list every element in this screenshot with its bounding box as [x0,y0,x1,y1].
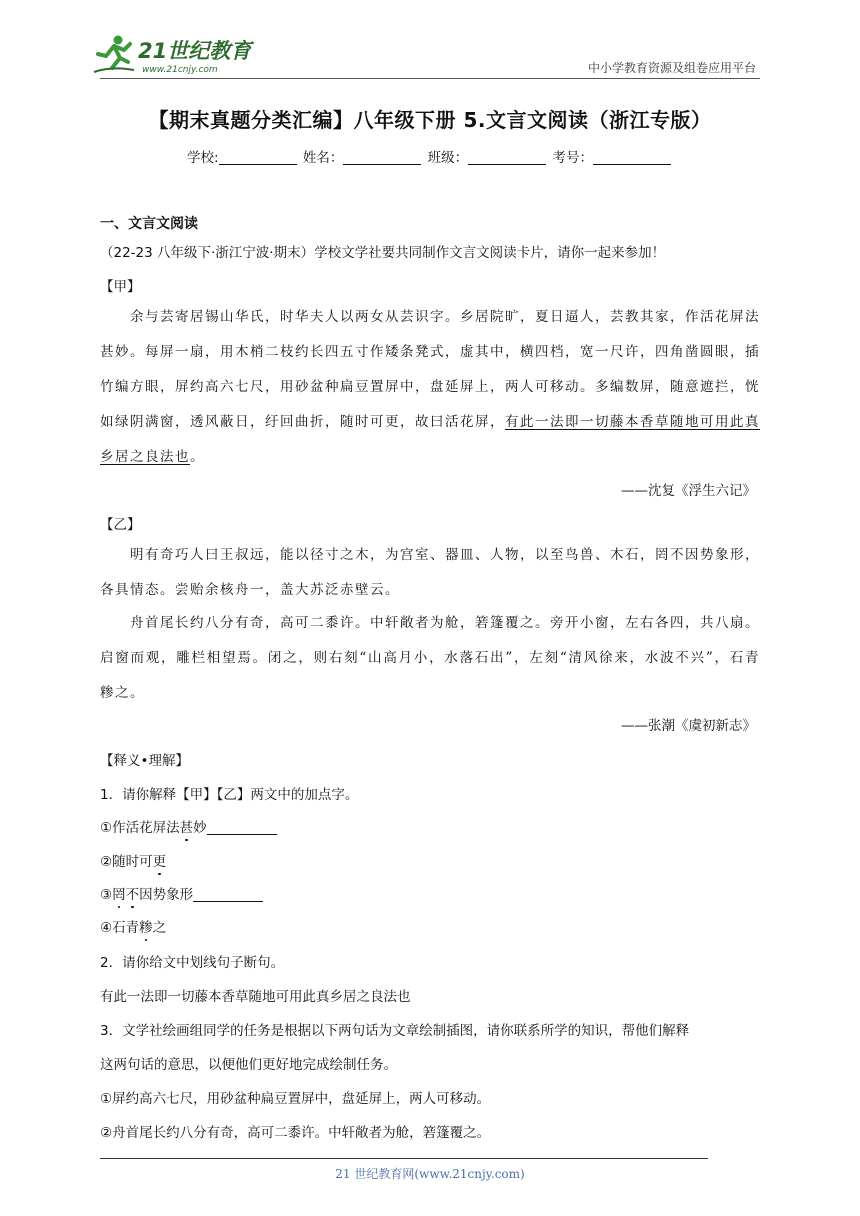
class-field[interactable] [468,150,546,165]
header-divider [100,78,760,79]
question-3-stem-line2: 这两句话的意思，以便他们更好地完成绘制任务。 [100,1057,397,1073]
passage-jia-source: ——沈复《浮生六记》 [621,483,756,499]
questions-heading: 【释义•理解】 [100,753,189,769]
passage-yi-label: 【乙】 [100,517,141,533]
question-1-item-2: ②随时可更 [100,854,167,870]
passage-yi-source: ——张潮《虞初新志》 [621,718,756,734]
dotted-char: 更 [152,854,167,870]
name-label: 姓名： [302,150,344,166]
logo-url: www.21cnjy.com [142,65,218,75]
question-2-sentence: 有此一法即一切藤本香草随地可用此真乡居之良法也 [100,989,411,1005]
page-header [0,0,860,82]
passage-jia: 余与芸寄居锡山华氏，时华夫人以两女从芸识字。乡居院旷，夏日逼人，芸教其家，作活花屏法甚妙。每屏一扇，用木梢二枝约长四五寸作矮条凳式，虚其中，横四档，宽一尺许，四角凿圆眼，插竹编方眼，屏约高六七尺，用砂盆种扁豆置屏中，盘延屏上，两人可移动。多编数屏，随意遮拦，恍如绿阴满窗，透风蔽日，纡回曲折，随时可更，故曰活花屏，有此一法即一切藤本香草随地可用此真乡居之良法也。 [100,309,760,465]
question-1-item-4: ④石青糁之 [100,920,167,936]
name-field[interactable] [343,150,421,165]
answer-blank[interactable] [207,820,277,835]
section-intro: （22-23 八年级下·浙江宁波·期末）学校文学社要共同制作文言文阅读卡片，请你一起来参加！ [100,245,666,261]
document-title: 【期末真题分类汇编】八年级下册 5.文言文阅读（浙江专版） [148,108,712,132]
exam-number-label: 考号： [552,150,593,166]
question-3-stem-line1: 3．文学社绘画组同学的任务是根据以下两句话为文章绘制插图，请你联系所学的知识，帮他们解释 [100,1023,690,1039]
dotted-char: 不 [125,887,140,903]
question-3-sentence-2: ②舟首尾长约八分有奇，高可二黍许。中轩敞者为舱，箬篷覆之。 [100,1125,491,1141]
site-name: 中小学教育资源及组卷应用平台 [587,61,756,75]
exam-number-field[interactable] [593,150,671,165]
question-1-item-3: ③罔不因势象形 [100,883,760,903]
class-label: 班级： [427,150,469,166]
school-field[interactable] [219,150,297,165]
school-label: 学校: [187,150,219,166]
footer-divider [100,1158,708,1159]
question-2-stem: 2．请你给文中划线句子断句。 [100,955,285,971]
site-logo [92,32,262,78]
question-1-item-1: ①作活花屏法甚妙 [100,816,760,836]
runner-icon [94,36,134,73]
answer-blank[interactable] [193,887,263,902]
student-info-line [0,146,860,166]
question-3-sentence-1: ①屏约高六七尺，用砂盆种扁豆置屏中，盘延屏上，两人可移动。 [100,1091,491,1107]
footer-text: 21 世纪教育网(www.21cnjy.com) [335,1167,525,1181]
logo-text: 21世纪教育 [138,39,252,63]
section-heading: 一、文言文阅读 [100,216,198,232]
dotted-char: 糁 [139,920,153,936]
question-1-stem: 1．请你解释【甲】【乙】两文中的加点字。 [100,787,359,803]
dotted-char: 甚 [179,820,194,836]
underlined-sentence: 有此一法即一切藤本香草随地可用此真乡居之良法也 [100,414,760,465]
passage-jia-text: 余与芸寄居锡山华氏，时华夫人以两女从芸识字。乡居院旷，夏日逼人，芸教其家，作活花屏法甚妙。每屏一扇，用木梢二枝约长四五寸作矮条凳式，虚其中，横四档，宽一尺许，四角凿圆眼，插竹编方眼，屏约高六七尺，用砂盆种扁豆置屏中，盘延屏上，两人可移动。多编数屏，随意遮拦，恍如绿阴满窗，透风蔽日，纡回曲折，随时可更，故曰活花屏， [100,309,760,430]
passage-jia-label: 【甲】 [100,279,141,295]
passage-yi-para1: 明有奇巧人曰王叔远，能以径寸之木，为宫室、器皿、人物，以至鸟兽、木石，罔不因势象形，各具情态。尝贻余核舟一，盖大苏泛赤壁云。 [100,547,760,598]
passage-yi-para2: 舟首尾长约八分有奇，高可二黍许。中轩敞者为舱，箬篷覆之。旁开小窗，左右各四，共八扇。启窗而观，雕栏相望焉。闭之，则右刻“山高月小，水落石出”，左刻“清风徐来，水波不兴”，石青糁之。 [100,615,760,701]
dotted-char: 罔 [112,887,126,903]
